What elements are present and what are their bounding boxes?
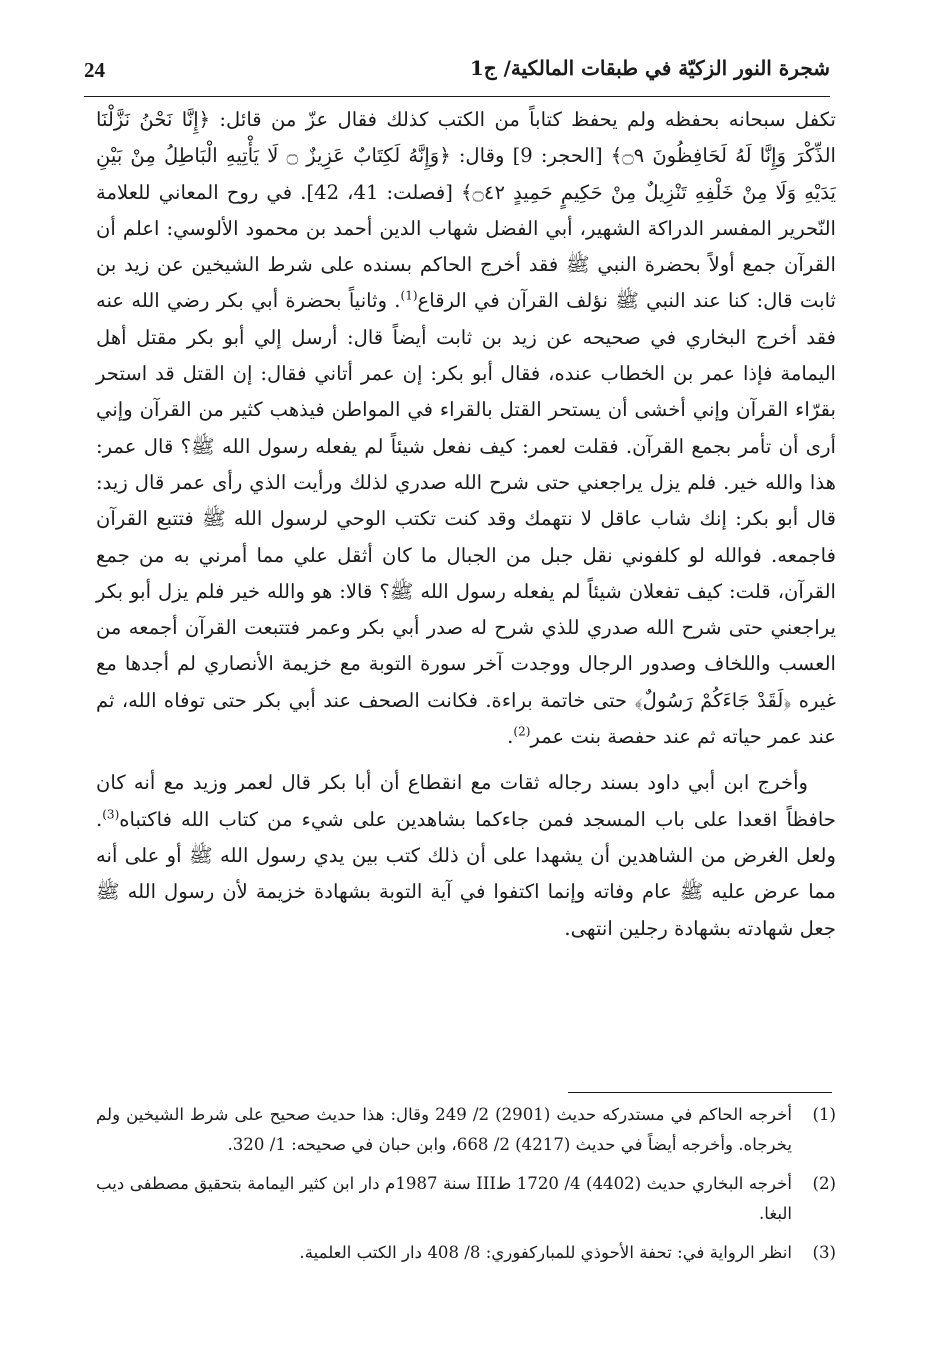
footnote-1 [96,1100,836,1160]
footnote-ref-3[interactable]: (3) [102,807,120,822]
paragraph-1-part-b: . وثانياً بحضرة أبي بكر رضي الله عنه فقد أخرج البخاري في صحيحه عن زيد بن ثابت أيضاً قال: أرسل إلي أبو بكر مقتل أهل اليمامة فإذا عمر بن الخطاب عنده، فقال أبو بكر: إن عمر أتاني فقال: إن القتل قد استحر بقرّاء القرآن وإني أخشى أن يستحر القتل بالقراء في المواطن فيذهب كثير من القرآن وإني أرى أن تأمر بجمع القرآن. فقلت لعمر: كيف نفعل شيئاً لم يفعله رسول الله ﷺ؟ قال عمر: هذا والله خير. فلم يزل يراجعني حتى شرح الله صدري لذلك ورأيت الذي رأى عمر قال زيد: قال أبو بكر: إنك شاب عاقل لا نتهمك وقد كنت تكتب الوحي لرسول الله ﷺ فتتبع القرآن فاجمعه. فوالله لو كلفوني نقل جبل من الجبال ما كان أثقل علي مما أمرني به من جمع القرآن، قلت: كيف تفعلان شيئاً لم يفعله رسول الله ﷺ؟ قالا: هو والله خير فلم يزل أبو بكر يراجعني حتى شرح الله صدري للذي شرح له صدر أبي بكر وعمر فتتبعت القرآن أجمعه من العسب واللخاف وصدور الرجال ووجدت آخر سورة التوبة مع خزيمة الأنصاري لم أجدها مع غيره ﴿لَقَدْ جَاءَكُمْ رَسُولٌ﴾ حتى خاتمة براءة. فكانت الصحف عند أبي بكر حتى توفاه الله، ثم عند عمر حياته ثم عند حفصة بنت عمر [96,289,836,749]
footnote-2 [96,1169,836,1229]
footnote-number: (3) [812,1243,836,1262]
footnote-divider [568,1092,832,1093]
paragraph-2 [96,765,836,946]
paragraph-2-part-a: وأخرج ابن أبي داود بسند رجاله ثقات مع انقطاع أن أبا بكر قال لعمر وزيد مع أنه كان حافظاً اقعدا على باب المسجد فمن جاءكما بشاهدين على شيء من كتاب الله فاكتباه [96,771,836,831]
paragraph-2-part-b: . ولعل الغرض من الشاهدين أن يشهدا على أن ذلك كتب بين يدي رسول الله ﷺ أو على أنه مما عرض عليه ﷺ عام وفاته وإنما اكتفوا في آية التوبة بشهادة خزيمة لأن رسول الله ﷺ جعل شهادته بشهادة رجلين انتهى. [96,807,836,940]
paragraph-1 [96,102,836,755]
paragraph-1-part-a: تكفل سبحانه بحفظه ولم يحفظ كتاباً من الكتب كذلك فقال عزّ من قائل: ﴿إِنَّا نَحْنُ نَزَّلْنَا الذِّكْرَ وَإِنَّا لَهُ لَحَافِظُونَ ۝٩﴾ [الحجر: 9] وقال: ﴿وَإِنَّهُ لَكِتَابٌ عَزِيزٌ ۝ لَا يَأْتِيهِ الْبَاطِلُ مِنْ بَيْنِ يَدَيْهِ وَلَا مِنْ خَلْفِهِ تَنْزِيلٌ مِنْ حَكِيمٍ حَمِيدٍ ۝٤٢﴾ [فصلت: 41، 42]. في روح المعاني للعلامة النّحرير المفسر الدراكة الشهير، أبي الفضل شهاب الدين أحمد بن محمود الألوسي: اعلم أن القرآن جمع أولاً بحضرة النبي ﷺ فقد أخرج الحاكم بسنده على شرط الشيخين عن زيد بن ثابت قال: كنا عند النبي ﷺ نؤلف القرآن في الرقاع [96,108,837,313]
footnote-number: (2) [812,1174,836,1193]
page-header [84,52,830,97]
footnote-3 [96,1238,836,1268]
footnote-ref-2[interactable]: (2) [513,724,531,739]
footnote-ref-1[interactable]: (1) [400,288,418,303]
page-number: 24 [84,58,105,82]
footnote-text: انظر الرواية في: تحفة الأحوذي للمباركفوري: 8/ 408 دار الكتب العلمية. [299,1243,792,1262]
footnote-text: أخرجه الحاكم في مستدركه حديث (2901) 2/ 249 وقال: هذا حديث صحيح على شرط الشيخين ولم يخرجاه. وأخرجه أيضاً في حديث (4217) 2/ 668، وابن حبان في صحيحه: 1/ 320. [96,1105,793,1154]
footnote-number: (1) [812,1105,836,1124]
footnote-text: أخرجه البخاري حديث (4402) 4/ 1720 طIII سنة 1987م دار ابن كثير اليمامة بتحقيق مصطفى ديب البغا. [96,1174,792,1223]
main-text [96,102,836,947]
running-title: شجرة النور الزكيّة في طبقات المالكية/ ج1 [469,56,830,80]
paragraph-1-part-c: . [507,725,514,749]
footnotes [96,1100,836,1277]
